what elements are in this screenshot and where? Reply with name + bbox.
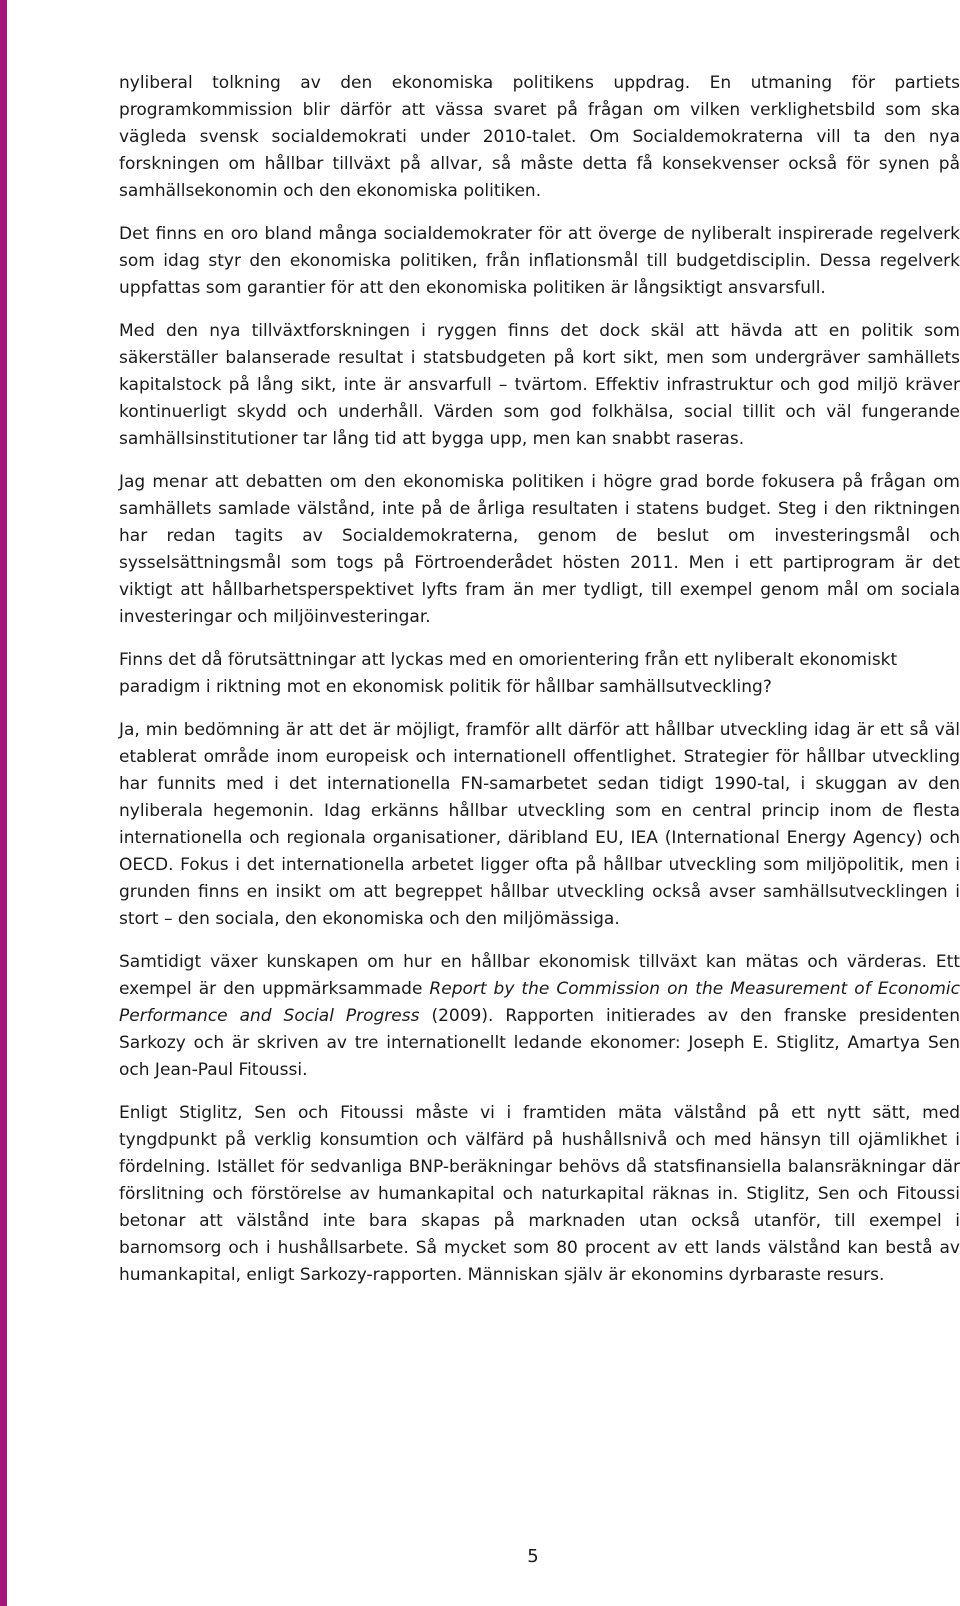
paragraph-5: Finns det då förutsättningar att lyckas med en omorientering från ett nyliberalt ekonomiskt paradigm i riktning mot en ekonomisk politik för hållbar samhällsutveckling? (119, 650, 898, 697)
paragraph-7-text-after: (2009). Rapporten initierades av den franske presidenten Sarkozy och är skriven av tre internationellt ledande ekonomer: Joseph E. Stiglitz, Amartya Sen och Jean-Paul Fitoussi. (119, 1006, 960, 1080)
paragraph-7-text-before: Samtidigt växer kunskapen om hur en hållbar ekonomisk tillväxt kan mätas och värderas. Ett exempel är den uppmärksammade (119, 952, 960, 999)
paragraph-6: Ja, min bedömning är att det är möjligt, framför allt därför att hållbar utveckling idag är ett så väl etablerat område inom europeisk och internationell offentlighet. Strategier för hållbar utveckling har funnits med i det internationella FN-samarbetet sedan tidigt 1990-tal, i skuggan av den nyliberala hegemonin. Idag erkänns hållbar utveckling som en central princip inom de flesta internationella och regionala organisationer, däribland EU, IEA (International Energy Agency) och OECD. Fokus i det internationella arbetet ligger ofta på hållbar utveckling som miljöpolitik, men i grunden finns en insikt om att begreppet hållbar utveckling också avser samhällsutvecklingen i stort – den sociala, den ekonomiska och den miljömässiga. (119, 720, 960, 929)
article-body (119, 70, 960, 1305)
paragraph-3: Med den nya tillväxtforskningen i ryggen finns det dock skäl att hävda att en politik som säkerställer balanserade resultat i statsbudgeten på kort sikt, men som undergräver samhällets kapitalstock på lång sikt, inte är ansvarfull – tvärtom. Effektiv infrastruktur och god miljö kräver kontinuerligt skydd och underhåll. Värden som god folkhälsa, social tillit och väl fungerande samhällsinstitutioner tar lång tid att bygga upp, men kan snabbt raseras. (119, 321, 960, 449)
accent-bar (0, 0, 7, 1606)
paragraph-1: nyliberal tolkning av den ekonomiska politikens uppdrag. En utmaning för partiets programkommission blir därför att vässa svaret på frågan om vilken verklighetsbild som ska vägleda svensk socialdemokrati under 2010-talet. Om Socialdemokraterna vill ta den nya forskningen om hållbar tillväxt på allvar, så måste detta få konsekvenser också för synen på samhällsekonomin och den ekonomiska politiken. (119, 73, 960, 201)
paragraph-7 (119, 949, 960, 1084)
paragraph-4: Jag menar att debatten om den ekonomiska politiken i högre grad borde fokusera på frågan om samhällets samlade välstånd, inte på de årliga resultaten i statens budget. Steg i den riktningen har redan tagits av Socialdemokraterna, genom de beslut om investeringsmål och sysselsättningsmål som togs på Förtroenderådet hösten 2011. Men i ett partiprogram är det viktigt att hållbarhetsperspektivet lyfts fram än mer tydligt, till exempel genom mål om sociala investeringar och miljöinvesteringar. (119, 472, 960, 627)
page-number: 5 (527, 1546, 539, 1567)
report-title: Report by the Commission on the Measurement of Economic Performance and Social Progress (119, 979, 960, 1026)
paragraph-2: Det finns en oro bland många socialdemokrater för att överge de nyliberalt inspirerade regelverk som idag styr den ekonomiska politiken, från inflationsmål till budgetdisciplin. Dessa regelverk uppfattas som garantier för att den ekonomiska politiken är långsiktigt ansvarsfull. (119, 224, 960, 298)
paragraph-8: Enligt Stiglitz, Sen och Fitoussi måste vi i framtiden mäta välstånd på ett nytt sätt, med tyngdpunkt på verklig konsumtion och välfärd på hushållsnivå och med hänsyn till ojämlikhet i fördelning. Istället för sedvanliga BNP-beräkningar behövs då statsfinansiella balansräkningar där förslitning och förstörelse av humankapital och naturkapital räknas in. Stiglitz, Sen och Fitoussi betonar att välstånd inte bara skapas på marknaden utan också utanför, till exempel i barnomsorg och i hushållsarbete. Så mycket som 80 procent av ett lands välstånd kan bestå av humankapital, enligt Sarkozy-rapporten. Människan själv är ekonomins dyrbaraste resurs. (119, 1103, 960, 1285)
